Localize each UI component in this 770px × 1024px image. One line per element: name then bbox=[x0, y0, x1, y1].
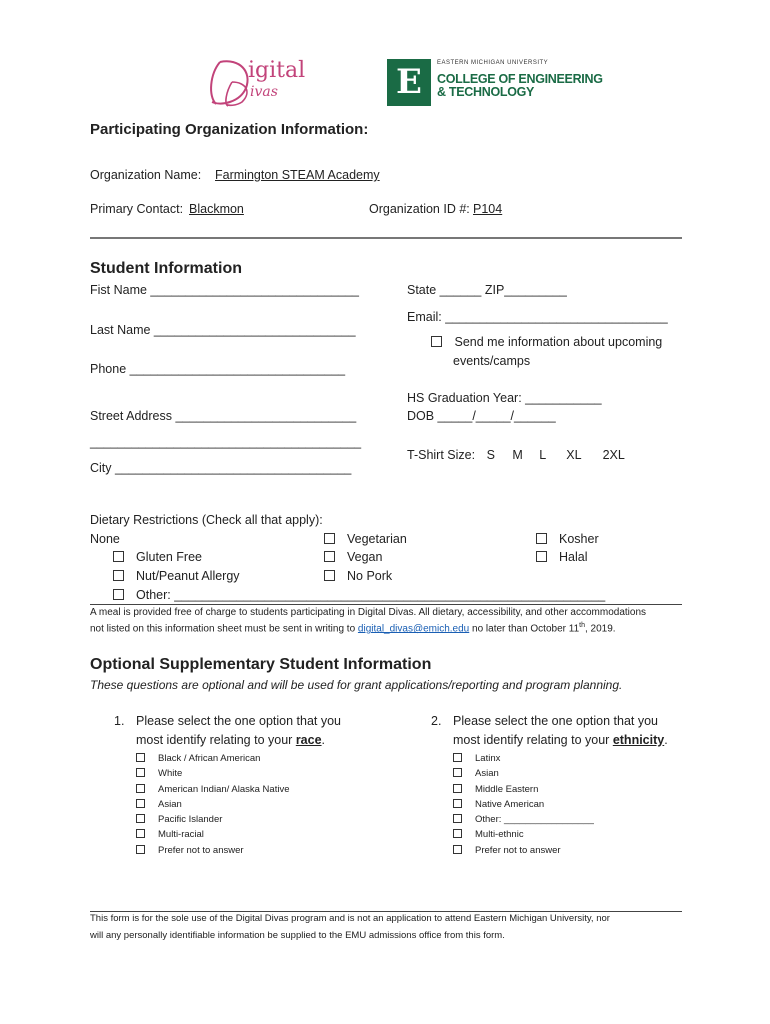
dietary-option-vegetarian[interactable] bbox=[324, 532, 407, 546]
checkbox-icon[interactable] bbox=[536, 551, 547, 562]
meal-note-deadline: no later than October 11 bbox=[472, 623, 580, 635]
race-option[interactable] bbox=[136, 751, 289, 766]
checkbox-icon[interactable] bbox=[136, 784, 145, 793]
dietary-option-vegan[interactable] bbox=[324, 550, 382, 564]
dietary-option-label: No Pork bbox=[347, 569, 393, 583]
dietary-label: Dietary Restrictions (Check all that apply): bbox=[90, 513, 323, 527]
optional-heading: Optional Supplementary Student Information bbox=[90, 656, 432, 673]
ethnicity-option[interactable] bbox=[453, 797, 594, 812]
dietary-option-no-pork[interactable] bbox=[324, 569, 392, 583]
q2-line2-text: most identify relating to your bbox=[453, 733, 610, 747]
checkbox-icon[interactable] bbox=[453, 753, 462, 762]
checkbox-icon[interactable] bbox=[113, 570, 124, 581]
q1-line1: Please select the one option that you bbox=[136, 714, 342, 728]
race-option-label: Asian bbox=[158, 798, 182, 810]
ethnicity-options bbox=[453, 751, 594, 858]
meal-note-end: , 2019. bbox=[584, 623, 616, 635]
checkbox-icon[interactable] bbox=[453, 784, 462, 793]
race-option[interactable] bbox=[136, 843, 289, 858]
ethnicity-option[interactable] bbox=[453, 827, 594, 842]
dietary-option-gluten-free[interactable] bbox=[113, 550, 202, 564]
primary-contact-value[interactable]: Blackmon bbox=[189, 202, 244, 216]
tshirt-size-option[interactable]: L bbox=[539, 448, 546, 462]
checkbox-icon[interactable] bbox=[136, 814, 145, 823]
footer-line1: This form is for the sole use of the Digital Divas program and is not an application to attend Eastern Michigan University, nor bbox=[90, 913, 610, 924]
dietary-option-kosher[interactable] bbox=[536, 532, 599, 546]
org-id-value[interactable]: P104 bbox=[473, 202, 503, 216]
race-options bbox=[136, 751, 289, 858]
org-heading: Participating Organization Information: bbox=[90, 121, 369, 138]
race-option-label: White bbox=[158, 768, 183, 780]
city-field[interactable]: City __________________________________ bbox=[90, 461, 352, 475]
tshirt-size-row bbox=[407, 448, 625, 462]
checkbox-icon[interactable] bbox=[324, 551, 335, 562]
dietary-option-nut-allergy[interactable] bbox=[113, 569, 240, 583]
footer-divider bbox=[90, 911, 682, 912]
meal-note-text: not listed on this information sheet must be sent in writing to bbox=[90, 623, 356, 635]
race-option-label: Prefer not to answer bbox=[158, 844, 244, 856]
tshirt-size-option[interactable]: 2XL bbox=[602, 448, 625, 462]
email-field[interactable]: Email: ________________________________ bbox=[407, 310, 668, 324]
dietary-option-label: Halal bbox=[559, 550, 588, 564]
send-info-checkbox[interactable] bbox=[431, 335, 662, 349]
q2-number: 2. bbox=[431, 714, 442, 728]
checkbox-icon[interactable] bbox=[453, 814, 462, 823]
ethnicity-option-label: Other: _________________ bbox=[475, 814, 594, 826]
checkbox-icon[interactable] bbox=[113, 589, 124, 600]
org-name-value[interactable]: Farmington STEAM Academy bbox=[215, 168, 380, 182]
digital-divas-wordmark: igital bbox=[248, 58, 306, 83]
dietary-none[interactable]: None bbox=[90, 532, 120, 546]
dietary-option-other[interactable] bbox=[113, 588, 605, 602]
checkbox-icon[interactable] bbox=[453, 845, 462, 854]
race-option[interactable] bbox=[136, 812, 289, 827]
race-option-label: Pacific Islander bbox=[158, 814, 223, 826]
org-name-label: Organization Name: bbox=[90, 168, 202, 182]
ethnicity-option-label: Native American bbox=[475, 798, 545, 810]
section-divider bbox=[90, 237, 682, 239]
ethnicity-option[interactable] bbox=[453, 782, 594, 797]
emu-e-mark: E bbox=[387, 59, 431, 106]
emu-logo bbox=[387, 59, 603, 107]
ethnicity-option[interactable] bbox=[453, 843, 594, 858]
send-info-label-line2: events/camps bbox=[453, 354, 531, 368]
q2-line2: most identify relating to your ethnicity. bbox=[453, 733, 668, 747]
q1-number: 1. bbox=[114, 714, 125, 728]
q1-line2-text: most identify relating to your bbox=[136, 733, 293, 747]
first-name-field[interactable]: Fist Name ______________________________ bbox=[90, 283, 359, 297]
checkbox-icon[interactable] bbox=[136, 799, 145, 808]
race-option-label: Multi-racial bbox=[158, 829, 204, 841]
meal-note-line1: A meal is provided free of charge to students participating in Digital Divas. All dietary, accessibility, and other accommodations bbox=[90, 607, 647, 618]
optional-subtitle: These questions are optional and will be used for grant applications/reporting and program planning. bbox=[90, 678, 623, 692]
checkbox-icon[interactable] bbox=[536, 533, 547, 544]
tshirt-size-option[interactable]: XL bbox=[566, 448, 582, 462]
tshirt-size-label: T-Shirt Size: bbox=[407, 448, 476, 462]
checkbox-icon[interactable] bbox=[453, 829, 462, 838]
dob-field[interactable]: DOB _____/_____/______ bbox=[407, 409, 556, 423]
primary-contact-label: Primary Contact: bbox=[90, 202, 184, 216]
dietary-option-label: Nut/Peanut Allergy bbox=[136, 569, 240, 583]
street-address-line2-field[interactable]: _______________________________________ bbox=[90, 435, 362, 449]
dietary-option-label: Gluten Free bbox=[136, 550, 203, 564]
meal-note-sup: th bbox=[579, 622, 585, 629]
dietary-divider bbox=[90, 604, 682, 605]
org-id-label: Organization ID #: bbox=[369, 202, 470, 216]
state-zip-field[interactable]: State ______ ZIP_________ bbox=[407, 283, 567, 297]
footer-line2: will any personally identifiable information be supplied to the EMU admissions office from this form. bbox=[90, 930, 505, 941]
dietary-option-label: Kosher bbox=[559, 532, 599, 546]
divas-wordmark: ivas bbox=[250, 84, 278, 100]
meal-note-line2 bbox=[90, 622, 616, 634]
checkbox-icon[interactable] bbox=[324, 533, 335, 544]
checkbox-icon[interactable] bbox=[324, 570, 335, 581]
race-option[interactable] bbox=[136, 782, 289, 797]
emu-college-line1: COLLEGE OF ENGINEERING bbox=[437, 72, 603, 86]
tshirt-size-option[interactable]: M bbox=[512, 448, 523, 462]
emu-university-text: EASTERN MICHIGAN UNIVERSITY bbox=[437, 60, 549, 66]
student-info-heading: Student Information bbox=[90, 260, 242, 277]
checkbox-icon[interactable] bbox=[453, 799, 462, 808]
q1-key-term: race bbox=[295, 733, 322, 747]
checkbox-icon[interactable] bbox=[431, 336, 442, 347]
checkbox-icon[interactable] bbox=[113, 551, 124, 562]
q2-line1: Please select the one option that you bbox=[453, 714, 659, 728]
hs-graduation-year-field[interactable]: HS Graduation Year: ___________ bbox=[407, 391, 602, 405]
q1-line2: most identify relating to your race. bbox=[136, 733, 326, 747]
dietary-other-field[interactable]: Other: ______________________________________________________________ bbox=[136, 588, 606, 602]
last-name-field[interactable]: Last Name _____________________________ bbox=[90, 323, 356, 337]
checkbox-icon[interactable] bbox=[136, 753, 145, 762]
race-option-label: American Indian/ Alaska Native bbox=[158, 783, 290, 795]
ethnicity-option-label: Latinx bbox=[475, 753, 501, 764]
contact-email-link[interactable]: digital_divas@emich.edu bbox=[357, 623, 470, 635]
digital-divas-logo bbox=[206, 52, 330, 108]
ethnicity-option[interactable] bbox=[453, 751, 594, 766]
race-option-label: Black / African American bbox=[158, 753, 261, 764]
checkbox-icon[interactable] bbox=[136, 829, 145, 838]
checkbox-icon[interactable] bbox=[136, 768, 145, 777]
ethnicity-option-label: Middle Eastern bbox=[475, 783, 539, 795]
ethnicity-option-label: Asian bbox=[475, 768, 499, 780]
street-address-field[interactable]: Street Address __________________________ bbox=[90, 409, 357, 423]
checkbox-icon[interactable] bbox=[453, 768, 462, 777]
race-option[interactable] bbox=[136, 797, 289, 812]
ethnicity-option[interactable] bbox=[453, 766, 594, 781]
send-info-label: Send me information about upcoming bbox=[454, 335, 663, 349]
dietary-option-halal[interactable] bbox=[536, 550, 588, 564]
ethnicity-option[interactable] bbox=[453, 812, 594, 827]
checkbox-icon[interactable] bbox=[136, 845, 145, 854]
tshirt-size-option[interactable]: S bbox=[486, 448, 495, 462]
dietary-option-label: Vegetarian bbox=[347, 532, 407, 546]
dietary-option-label: Vegan bbox=[347, 550, 383, 564]
emu-college-line2: & TECHNOLOGY bbox=[437, 85, 535, 99]
race-option[interactable] bbox=[136, 766, 289, 781]
race-option[interactable] bbox=[136, 827, 289, 842]
ethnicity-option-label: Prefer not to answer bbox=[475, 844, 561, 856]
ethnicity-option-label: Multi-ethnic bbox=[475, 829, 524, 841]
phone-field[interactable]: Phone _______________________________ bbox=[90, 362, 346, 376]
q2-key-term: ethnicity bbox=[612, 733, 665, 747]
